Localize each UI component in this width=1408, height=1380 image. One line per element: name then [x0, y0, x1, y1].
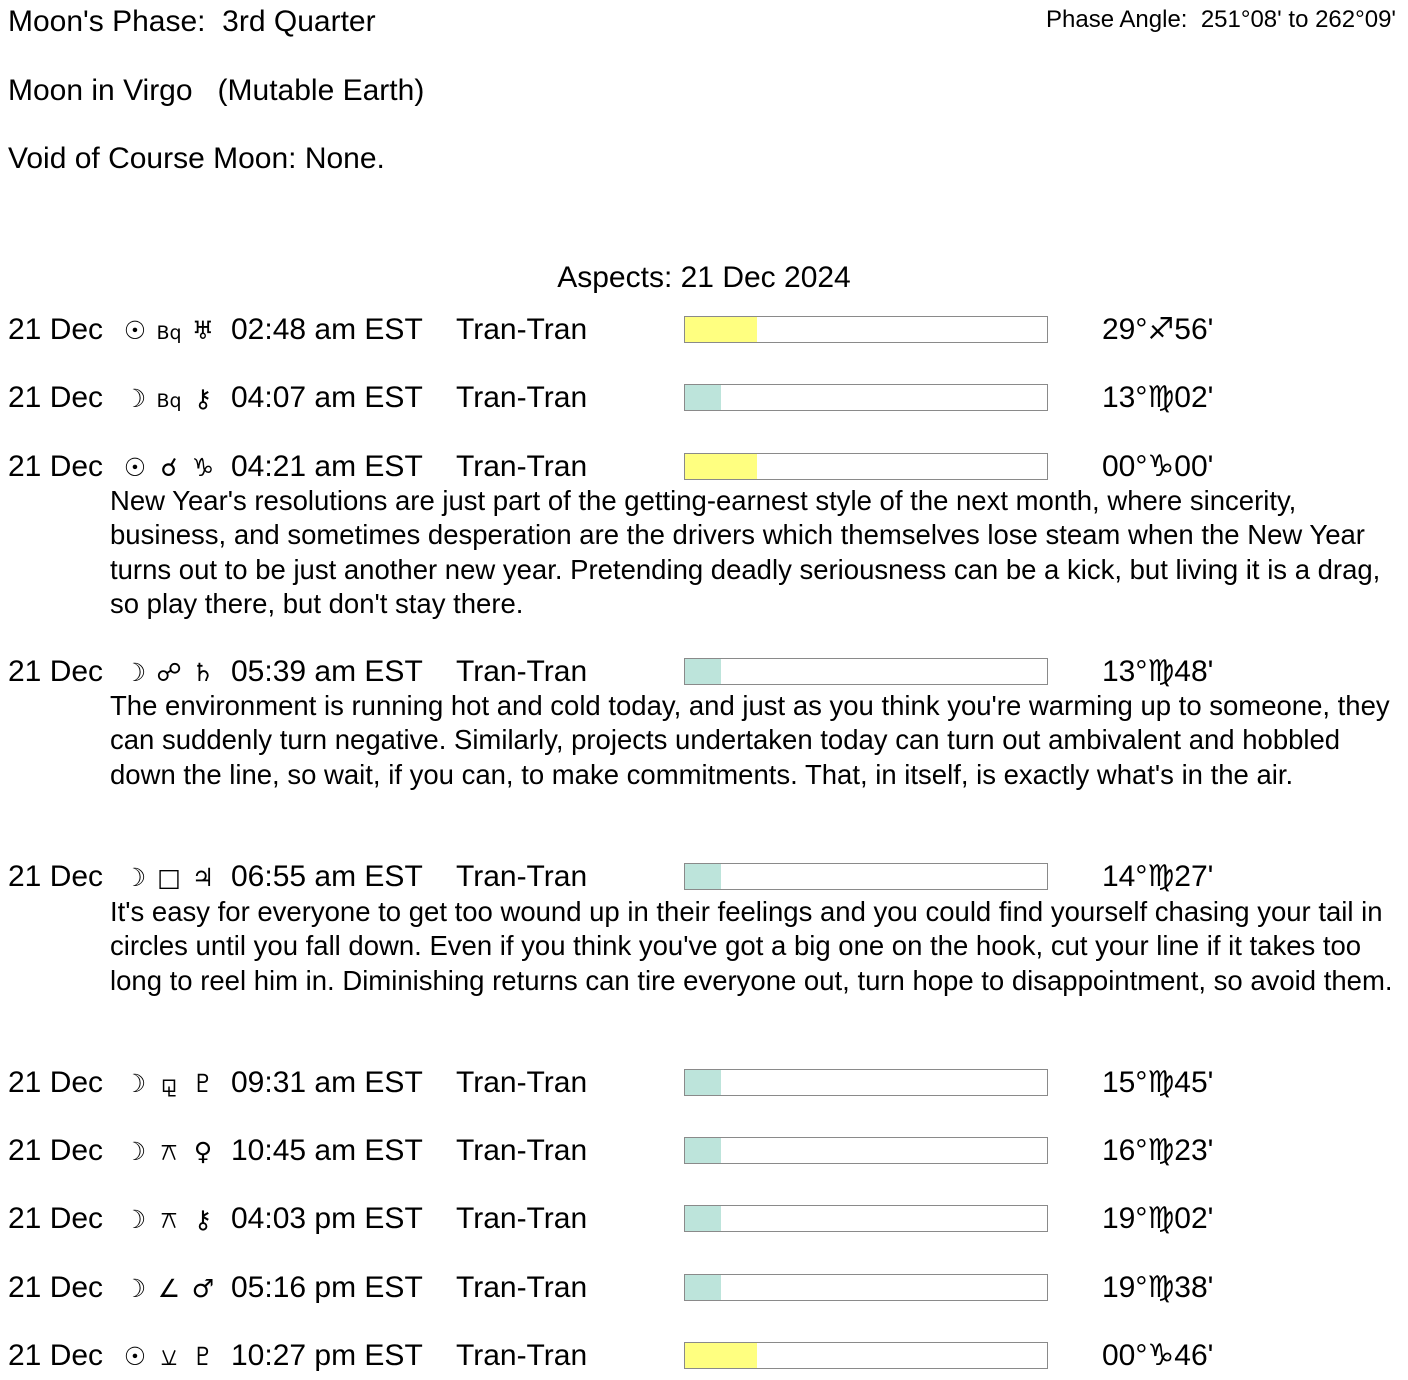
aspect-type: Tran-Tran: [456, 1134, 588, 1167]
aspect-glyph-icon: ⚺: [160, 1342, 178, 1371]
strength-bar: [684, 1205, 1048, 1232]
aspect-date: 21 Dec: [8, 381, 104, 414]
aspect-type: Tran-Tran: [456, 313, 588, 346]
strength-bar: [684, 1069, 1048, 1096]
aspect-description: New Year's resolutions are just part of the getting-earnest style of the next month, where sincerity, business, and sometimes desperation are the drivers which themselves lose steam when the New Year turns out to be just another new year. Pretending deadly seriousness can be a kick, but living it is a drag, so play there, but don't stay there.: [110, 485, 1381, 620]
saturn-icon: ♄: [191, 658, 215, 687]
strength-bar-fill: [685, 317, 757, 342]
square-aspect-icon: □: [157, 863, 181, 892]
moon-icon: ☽: [123, 1069, 147, 1098]
aspect-glyphs: [118, 860, 220, 895]
pluto-icon: ♇: [191, 1069, 215, 1098]
phase-angle: Phase Angle: 251°08' to 262°09': [1046, 6, 1396, 33]
sun-icon: ☉: [123, 453, 147, 482]
aspect-glyph-icon: ☌: [160, 453, 178, 482]
aspect-type: Tran-Tran: [456, 1202, 588, 1235]
strength-bar-fill: [685, 864, 721, 889]
aspect-time: 02:48 am EST: [231, 313, 423, 346]
aspect-position: 14°♍27': [1102, 860, 1214, 893]
strength-bar: [684, 863, 1048, 890]
strength-bar-fill: [685, 1138, 721, 1163]
aspect-position: 19°♍02': [1102, 1202, 1214, 1235]
moon-sign: Moon in Virgo (Mutable Earth): [8, 74, 425, 107]
jupiter-icon: ♃: [191, 863, 215, 892]
aspect-time: 09:31 am EST: [231, 1066, 423, 1099]
aspect-position: 00°♑00': [1102, 450, 1214, 483]
aspect-type: Tran-Tran: [456, 1066, 588, 1099]
strength-bar-fill: [685, 659, 721, 684]
strength-bar-fill: [685, 1343, 757, 1368]
strength-bar: [684, 1137, 1048, 1164]
aspect-glyph-icon: ⚻: [160, 1137, 178, 1166]
aspect-row: [0, 1202, 1408, 1238]
strength-bar-fill: [685, 1275, 721, 1300]
aspect-row: [0, 313, 1408, 349]
aspect-time: 04:21 am EST: [231, 450, 423, 483]
strength-bar: [684, 384, 1048, 411]
aspect-date: 21 Dec: [8, 1271, 104, 1304]
aspect-row: [0, 860, 1408, 896]
aspect-type: Tran-Tran: [456, 1339, 588, 1372]
aspect-row: [0, 450, 1408, 486]
aspect-description: The environment is running hot and cold today, and just as you think you're warming up to someone, they can suddenly turn negative. Similarly, projects undertaken today can turn out ambivalent and hobbled down the line, so wait, if you can, to make commitments. That, in itself, is exactly what's in the air.: [110, 690, 1390, 790]
aspect-time: 05:16 pm EST: [231, 1271, 423, 1304]
moon-icon: ☽: [123, 1137, 147, 1166]
aspect-date: 21 Dec: [8, 1134, 104, 1167]
moon-icon: ☽: [123, 1274, 147, 1303]
aspect-glyph-icon: ⚻: [160, 1205, 178, 1234]
aspect-glyphs: [118, 1066, 220, 1101]
aspect-glyphs: [118, 1202, 220, 1237]
moon-icon: ☽: [123, 384, 147, 413]
aspect-type: Tran-Tran: [456, 655, 588, 688]
capricorn-icon: ♑: [191, 453, 215, 482]
aspect-row: [0, 381, 1408, 417]
strength-bar: [684, 658, 1048, 685]
moon-icon: ☽: [123, 1205, 147, 1234]
aspect-description: It's easy for everyone to get too wound up in their feelings and you could find yourself chasing your tail in circles until you fall down. Even if you think you've got a big one on the hook, cut your line if it takes too long to reel him in. Diminishing returns can tire everyone out, turn hope to disappointment, so avoid them.: [110, 896, 1393, 996]
aspect-date: 21 Dec: [8, 655, 104, 688]
aspect-glyph-icon: Bq: [156, 322, 182, 344]
aspect-row: [0, 1134, 1408, 1170]
aspect-time: 04:07 am EST: [231, 381, 423, 414]
moon-phase: Moon's Phase: 3rd Quarter: [8, 5, 376, 38]
strength-bar-fill: [685, 1070, 721, 1095]
aspect-glyphs: [118, 313, 220, 350]
aspect-glyph-icon: ⚼: [160, 1069, 178, 1098]
strength-bar-fill: [685, 1206, 721, 1231]
aspect-position: 15°♍45': [1102, 1066, 1214, 1099]
aspect-type: Tran-Tran: [456, 1271, 588, 1304]
moon-icon: ☽: [123, 658, 147, 687]
aspect-position: 16°♍23': [1102, 1134, 1214, 1167]
aspect-glyphs: [118, 1134, 220, 1169]
aspect-date: 21 Dec: [8, 1202, 104, 1235]
aspect-position: 29°♐56': [1102, 313, 1214, 346]
pluto-icon: ♇: [191, 1342, 215, 1371]
strength-bar: [684, 316, 1048, 343]
venus-icon: ♀: [193, 1137, 213, 1166]
aspect-glyph-icon: ☍: [156, 658, 182, 687]
aspect-date: 21 Dec: [8, 313, 104, 346]
planet-glyph-icon: ♅: [191, 316, 215, 345]
aspect-time: 10:27 pm EST: [231, 1339, 423, 1372]
aspect-type: Tran-Tran: [456, 450, 588, 483]
chiron-icon: ⚷: [193, 1205, 213, 1234]
aspect-type: Tran-Tran: [456, 381, 588, 414]
aspect-position: 13°♍02': [1102, 381, 1214, 414]
void-of-course: Void of Course Moon: None.: [8, 142, 385, 175]
aspect-date: 21 Dec: [8, 860, 104, 893]
aspects-title: Aspects: 21 Dec 2024: [557, 261, 851, 294]
aspect-glyphs: [118, 655, 220, 690]
aspect-glyph-icon: Bq: [156, 390, 182, 412]
moon-icon: ☽: [123, 863, 147, 892]
aspect-time: 10:45 am EST: [231, 1134, 423, 1167]
mars-icon: ♂: [191, 1274, 215, 1303]
aspect-row: [0, 1271, 1408, 1307]
aspect-glyph-icon: ∠: [157, 1274, 181, 1303]
aspect-glyphs: [118, 450, 220, 485]
aspect-date: 21 Dec: [8, 1066, 104, 1099]
aspect-row: [0, 655, 1408, 691]
aspect-time: 04:03 pm EST: [231, 1202, 423, 1235]
aspect-row: [0, 1066, 1408, 1102]
aspect-type: Tran-Tran: [456, 860, 588, 893]
strength-bar-fill: [685, 385, 721, 410]
strength-bar: [684, 1342, 1048, 1369]
strength-bar: [684, 1274, 1048, 1301]
aspect-position: 13°♍48': [1102, 655, 1214, 688]
strength-bar-fill: [685, 454, 757, 479]
aspect-time: 05:39 am EST: [231, 655, 423, 688]
aspect-position: 00°♑46': [1102, 1339, 1214, 1372]
aspect-glyphs: [118, 1271, 220, 1306]
aspect-date: 21 Dec: [8, 450, 104, 483]
planet-glyph-icon: ⚷: [193, 384, 213, 413]
aspect-row: [0, 1339, 1408, 1375]
sun-icon: ☉: [123, 1342, 147, 1371]
aspect-glyphs: [118, 381, 220, 418]
planet-glyph-icon: ☉: [123, 316, 147, 345]
aspect-date: 21 Dec: [8, 1339, 104, 1372]
strength-bar: [684, 453, 1048, 480]
aspect-time: 06:55 am EST: [231, 860, 423, 893]
aspect-glyphs: [118, 1339, 220, 1374]
aspect-position: 19°♍38': [1102, 1271, 1214, 1304]
